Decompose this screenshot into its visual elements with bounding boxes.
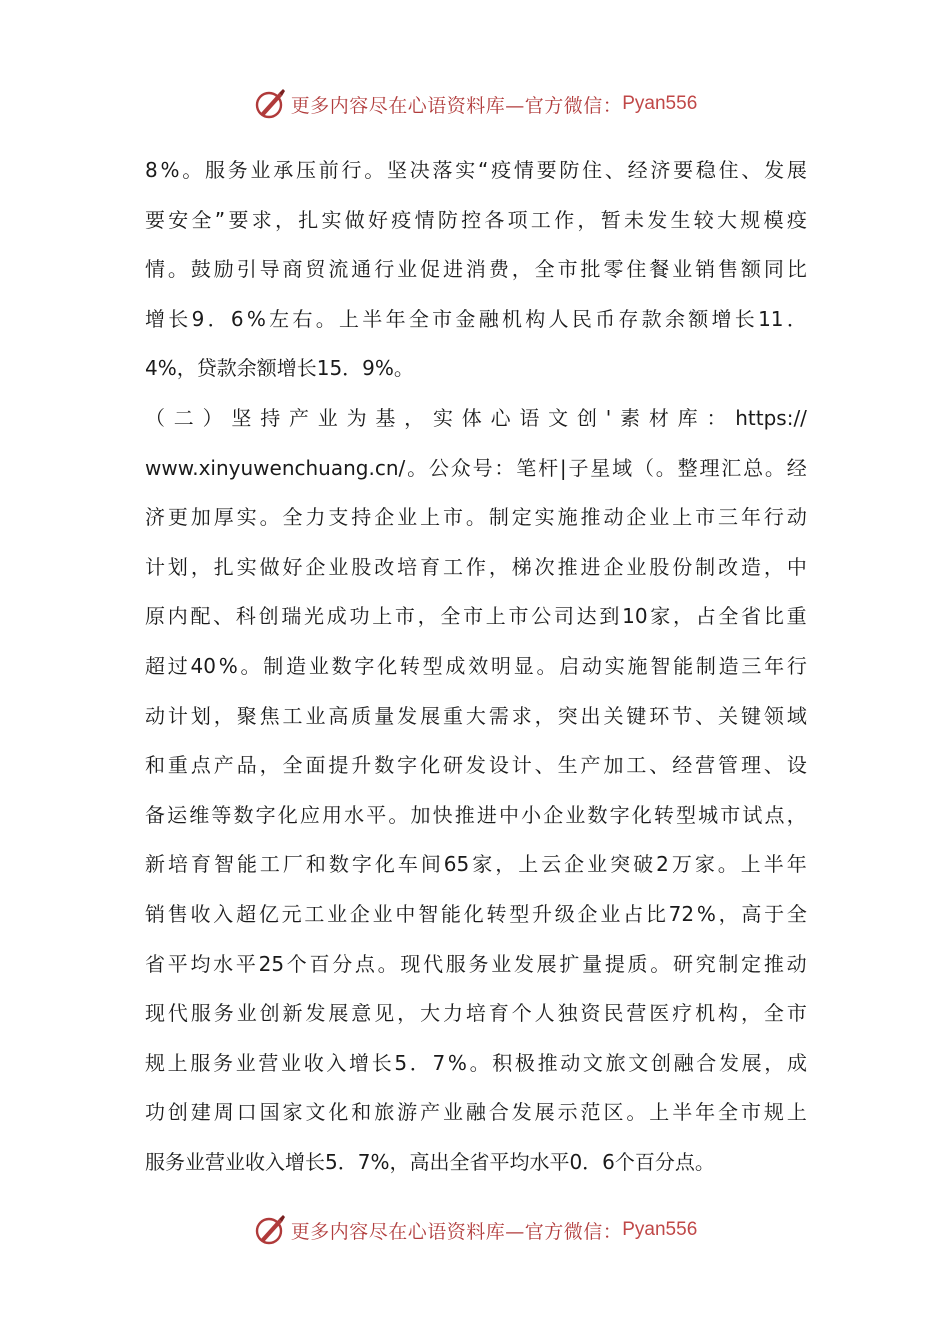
watermark-wechat-id: Pyan556 xyxy=(622,93,698,114)
text-line: 服务业营业收入增长5．7%，高出全省平均水平0．6个百分点。 xyxy=(145,1149,715,1174)
text-line: 现 代 服 务 业 创 新 发 展 意 见 ， 大 力 培 育 个 人 独 资 民 营 医 疗 机 构 ， 全 市 xyxy=(145,1001,807,1026)
text-line: 新 培 育 智 能 工 厂 和 数 字 化 车 间 65 家 ， 上 云 企 业 突 破 2 万 家 。 上 半 年 xyxy=(145,852,807,877)
text-line: 销 售 收 入 超 亿 元 工 业 企 业 中 智 能 化 转 型 升 级 企 业 占 比 72 % ， 高 于 全 xyxy=(145,901,807,926)
text-line: 8 % 。 服 务 业 承 压 前 行 。 坚 决 落 实 “ 疫 情 要 防 住 、 经 济 要 稳 住 、 发 展 xyxy=(145,158,807,182)
watermark-text: 更多内容尽在心语资料库—官方微信： xyxy=(290,1220,623,1243)
header-watermark-banner xyxy=(0,84,950,124)
text-line: 济 更 加 厚 实 。 全 力 支 持 企 业 上 市 。 制 定 实 施 推 动 企 业 上 市 三 年 行 动 xyxy=(145,505,807,530)
text-line: （ 二 ） 坚 持 产 业 为 基 ， 实 体 心 语 文 创 ' 素 材 库 ： https:// xyxy=(145,405,807,430)
text-line: 要 安 全 ” 要 求 ， 扎 实 做 好 疫 情 防 控 各 项 工 作 ， 暂 未 发 生 较 大 规 模 疫 xyxy=(145,207,807,232)
text-line: 备 运 维 等 数 字 化 应 用 水 平 。 加 快 推 进 中 小 企 业 数 字 化 转 型 城 市 试 点 ， xyxy=(145,802,807,827)
text-line: 计 划 ， 扎 实 做 好 企 业 股 改 培 育 工 作 ， 梯 次 推 进 企 业 股 份 制 改 造 ， 中 xyxy=(145,554,807,579)
text-line: 功 创 建 周 口 国 家 文 化 和 旅 游 产 业 融 合 发 展 示 范 区 。 上 半 年 全 市 规 上 xyxy=(145,1100,807,1125)
watermark-wechat-id: Pyan556 xyxy=(622,1219,698,1240)
text-line: 和 重 点 产 品 ， 全 面 提 升 数 字 化 研 发 设 计 、 生 产 加 工 、 经 营 管 理 、 设 xyxy=(145,753,807,778)
pen-in-circle-icon xyxy=(253,1213,287,1247)
text-line: 超 过 40 % 。 制 造 业 数 字 化 转 型 成 效 明 显 。 启 动 实 施 智 能 制 造 三 年 行 xyxy=(145,653,807,678)
document-body xyxy=(145,146,807,1187)
watermark-text: 更多内容尽在心语资料库—官方微信： xyxy=(290,94,623,117)
footer-watermark-banner xyxy=(0,1210,950,1250)
text-line: 情 。 鼓 励 引 导 商 贸 流 通 行 业 促 进 消 费 ， 全 市 批 零 住 餐 业 销 售 额 同 比 xyxy=(145,257,807,282)
text-line: 增 长 9 ． 6 % 左 右 。 上 半 年 全 市 金 融 机 构 人 民 币 存 款 余 额 增 长 11 ． xyxy=(145,306,807,331)
text-line: 省 平 均 水 平 25 个 百 分 点 。 现 代 服 务 业 发 展 扩 量 提 质 。 研 究 制 定 推 动 xyxy=(145,951,807,976)
text-line: www.xinyuwenchuang.cn/ 。 公 众 号 ： 笔 杆 | 子 星 域 （ 。 整 理 汇 总 。 经 xyxy=(145,455,807,480)
pen-in-circle-icon xyxy=(253,87,287,121)
text-line: 动 计 划 ， 聚 焦 工 业 高 质 量 发 展 重 大 需 求 ， 突 出 关 键 环 节 、 关 键 领 域 xyxy=(145,703,807,728)
text-line: 4%，贷款余额增长15．9%。 xyxy=(145,356,414,381)
text-line: 规 上 服 务 业 营 业 收 入 增 长 5 ． 7 % 。 积 极 推 动 文 旅 文 创 融 合 发 展 ， 成 xyxy=(145,1050,807,1075)
text-line: 原 内 配 、 科 创 瑞 光 成 功 上 市 ， 全 市 上 市 公 司 达 到 10 家 ， 占 全 省 比 重 xyxy=(145,604,807,629)
